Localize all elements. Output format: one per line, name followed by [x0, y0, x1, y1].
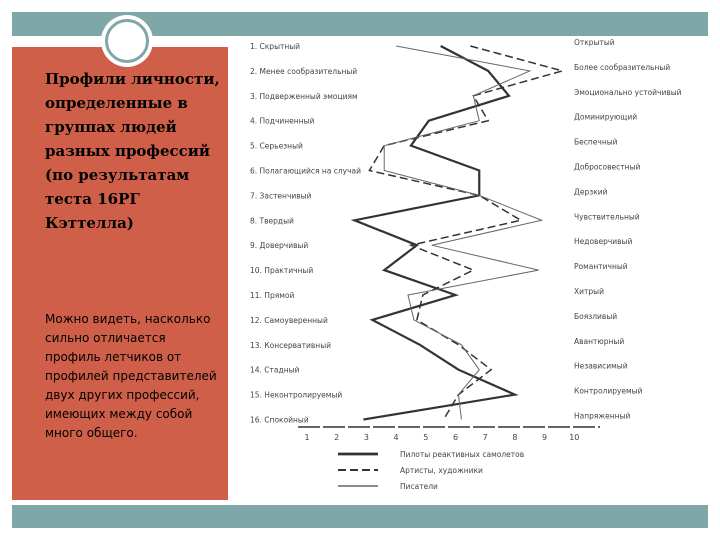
left-label: 8. Твердый — [250, 216, 294, 226]
x-tick-label: 7 — [482, 433, 488, 442]
right-label: Беспечный — [574, 137, 618, 147]
right-label: Авантюрный — [574, 336, 625, 346]
right-label: Открытый — [574, 38, 615, 47]
right-label: Романтичный — [574, 262, 628, 272]
right-label: Добросовестный — [574, 162, 641, 172]
x-tick-label: 2 — [334, 433, 340, 442]
right-label: Более сообразительный — [574, 62, 671, 72]
right-label: Хитрый — [574, 287, 604, 296]
slide-body: Можно видеть, насколько сильно отличается профиль летчиков от профилей представителей двух других профессий, имеющих между собой много общего. — [45, 312, 217, 440]
right-label: Независимый — [574, 361, 628, 371]
left-label: 7. Застенчивый — [250, 191, 312, 201]
bottom-bar — [12, 505, 708, 528]
right-label: Контролируемый — [574, 386, 643, 396]
left-label: 9. Доверчивый — [250, 241, 309, 251]
left-label: 16. Спокойный — [250, 415, 309, 425]
series-line — [384, 46, 541, 420]
right-label: Эмоционально устойчивый — [574, 87, 682, 97]
left-label: 10. Практичный — [250, 266, 314, 276]
left-label: 13. Консервативный — [250, 340, 332, 350]
right-label: Доминирующий — [574, 112, 638, 122]
x-tick-label: 6 — [452, 433, 459, 442]
right-label: Недоверчивый — [574, 237, 633, 247]
right-label: Напряженный — [574, 411, 631, 421]
x-tick-label: 8 — [512, 433, 518, 442]
x-tick-label: 1 — [304, 433, 310, 442]
x-tick-label: 10 — [569, 433, 580, 442]
left-panel — [12, 47, 228, 500]
left-label: 1. Скрытный — [250, 42, 301, 51]
slide-title: Профили личности, определенные в группах людей разных профессий (по результатам теста 16РГ Кэттелла) — [45, 70, 220, 232]
x-tick-label: 5 — [423, 433, 429, 442]
left-label: 4. Подчиненный — [250, 116, 315, 126]
series-line — [369, 46, 562, 420]
left-label: 6. Полагающийся на случай — [250, 166, 361, 176]
legend-label: Артисты, художники — [400, 466, 483, 475]
right-label: Боязливый — [574, 311, 618, 321]
right-label: Чувствительный — [574, 212, 640, 222]
chart — [228, 36, 682, 502]
x-tick-label: 3 — [363, 433, 369, 442]
right-label: Дерзкий — [574, 187, 608, 197]
x-tick-label: 4 — [393, 433, 399, 442]
legend-label: Пилоты реактивных самолетов — [400, 450, 525, 459]
left-label: 12. Самоуверенный — [250, 315, 328, 325]
legend-label: Писатели — [400, 482, 438, 491]
left-label: 11. Прямой — [250, 291, 295, 300]
left-label: 2. Менее сообразительный — [250, 66, 358, 76]
decorative-circle — [105, 19, 149, 63]
left-label: 14. Стадный — [250, 365, 300, 375]
left-label: 3. Подверженный эмоциям — [250, 91, 358, 101]
left-label: 15. Неконтролируемый — [250, 390, 343, 400]
left-label: 5. Серьезный — [250, 141, 303, 151]
x-tick-label: 9 — [542, 433, 548, 442]
series-line — [355, 46, 515, 420]
